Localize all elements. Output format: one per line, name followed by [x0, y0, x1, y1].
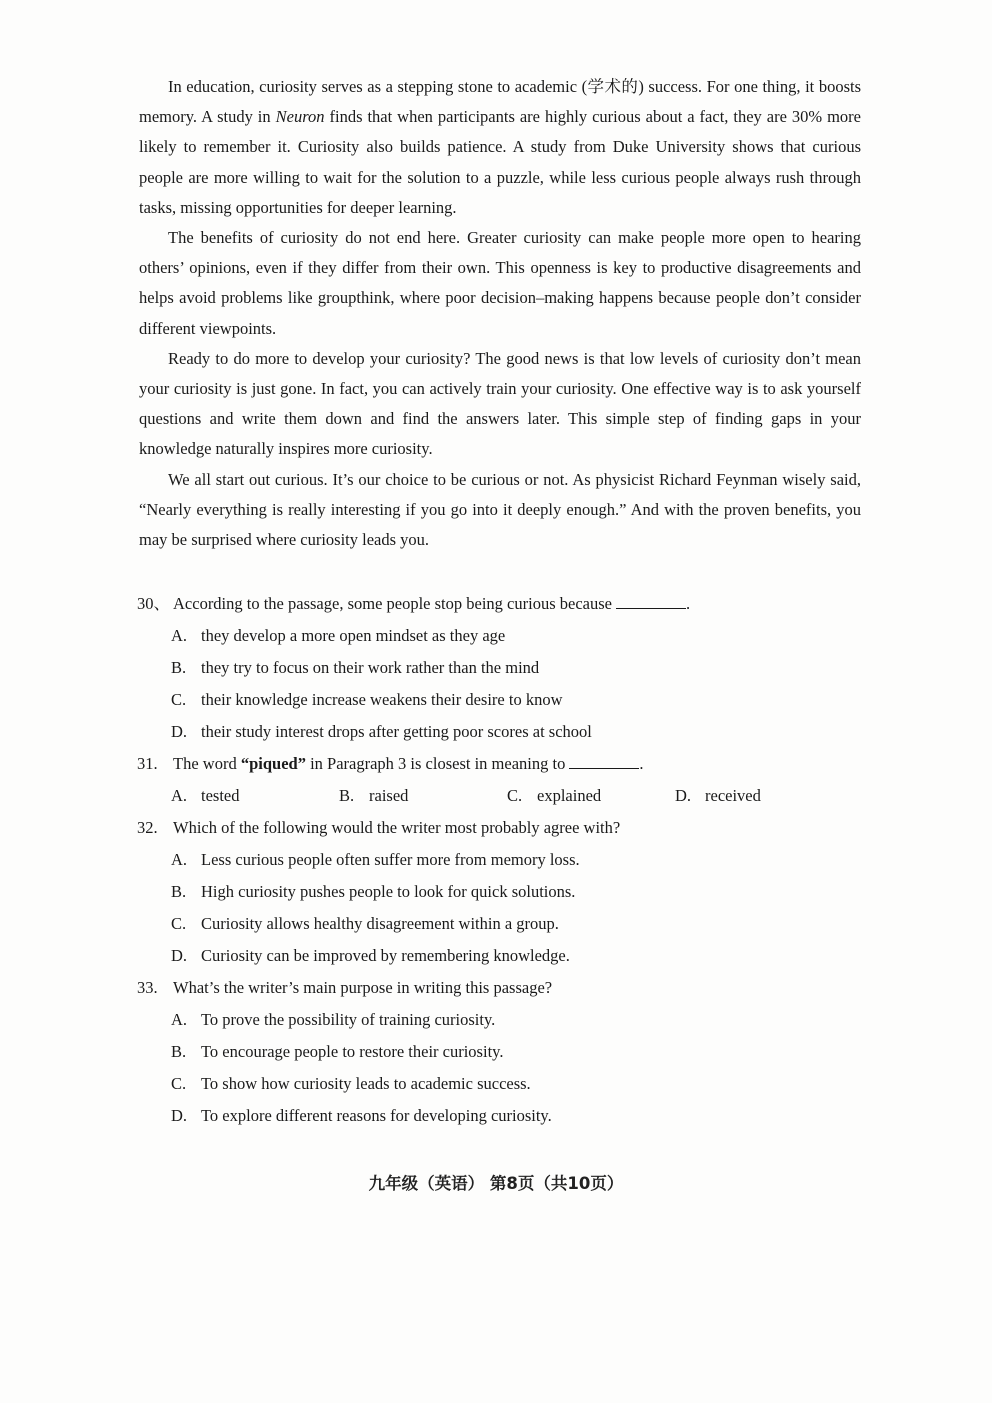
option-letter: D.: [171, 722, 188, 741]
option-a[interactable]: [137, 844, 837, 876]
paragraph-1-text-b: finds that when participants are highly curious about a fact, they are 30% more likely to remember it. Curiosity also builds patience. A study from Duke University shows that curious people are more willing to wait for the solution to a puzzle, while less curious people always rush through tasks, missing opportunities for deeper learning.: [139, 107, 861, 217]
question-number: 32.: [137, 818, 158, 837]
option-text: received: [705, 786, 761, 805]
option-text: To prove the possibility of training curiosity.: [201, 1010, 496, 1029]
option-text: To show how curiosity leads to academic success.: [201, 1074, 531, 1093]
paragraph-4: We all start out curious. It’s our choice to be curious or not. As physicist Richard Feynman wisely said, “Nearly everything is really interesting if you go into it deeply enough.” And with the proven benefits, you may be surprised where curiosity leads you.: [139, 469, 861, 550]
option-text: To encourage people to restore their curiosity.: [201, 1042, 504, 1061]
question-stem-rest: in Paragraph 3 is closest in meaning to: [305, 754, 566, 773]
option-letter: B.: [171, 1042, 187, 1061]
option-letter: B.: [171, 658, 187, 677]
reading-passage: [139, 72, 861, 555]
option-text: High curiosity pushes people to look for quick solutions.: [201, 882, 576, 901]
option-b[interactable]: [137, 652, 837, 684]
option-a[interactable]: [137, 620, 837, 652]
option-letter: C.: [507, 786, 523, 805]
option-d[interactable]: [137, 1100, 837, 1132]
question-end: .: [685, 594, 691, 613]
question-number: 31.: [137, 754, 158, 773]
answer-blank[interactable]: [569, 750, 639, 769]
option-text: they develop a more open mindset as they age: [201, 626, 506, 645]
paragraph-2: The benefits of curiosity do not end here. Greater curiosity can make people more open to hearing others’ opinions, even if they differ from their own. This openness is key to productive disagreements and helps avoid problems like groupthink, where poor decision–making happens because people don’t consider different viewpoints.: [139, 228, 861, 338]
paragraph-1: [139, 72, 861, 223]
option-letter: C.: [171, 690, 187, 709]
answer-blank[interactable]: [616, 590, 686, 609]
option-letter: B.: [171, 882, 187, 901]
question-stem: What’s the writer’s main purpose in writing this passage?: [173, 978, 553, 997]
option-letter: D.: [675, 786, 692, 805]
option-letter: D.: [171, 1106, 188, 1125]
option-a[interactable]: [137, 1004, 837, 1036]
option-d[interactable]: [137, 940, 837, 972]
paragraph-1-text-a: In education, curiosity serves as a stepping stone to academic (学术的) success. For one thing, it boosts memory. A study in: [139, 77, 861, 127]
question-33: [137, 972, 837, 1004]
option-c[interactable]: [137, 1068, 837, 1100]
option-letter: C.: [171, 914, 187, 933]
keyword: “piqued”: [240, 754, 306, 773]
option-a[interactable]: [171, 780, 339, 812]
option-c[interactable]: [507, 780, 675, 812]
question-32: [137, 812, 837, 844]
option-text: Less curious people often suffer more from memory loss.: [201, 850, 580, 869]
question-30: [137, 588, 837, 620]
option-letter: A.: [171, 786, 188, 805]
journal-name: Neuron: [275, 107, 325, 127]
option-letter: A.: [171, 850, 188, 869]
option-text: Curiosity can be improved by remembering knowledge.: [201, 946, 570, 965]
option-letter: C.: [171, 1074, 187, 1093]
option-text: they try to focus on their work rather than the mind: [201, 658, 540, 677]
option-letter: A.: [171, 626, 188, 645]
option-b[interactable]: [339, 780, 507, 812]
question-list: [137, 588, 837, 1132]
option-b[interactable]: [137, 1036, 837, 1068]
option-d[interactable]: [675, 780, 843, 812]
option-letter: A.: [171, 1010, 188, 1029]
option-text: raised: [369, 786, 409, 805]
option-d[interactable]: [137, 716, 837, 748]
option-row: [137, 780, 837, 812]
option-text: explained: [537, 786, 602, 805]
option-text: their knowledge increase weakens their desire to know: [201, 690, 563, 709]
question-stem: The word: [173, 754, 241, 773]
question-stem: Which of the following would the writer most probably agree with?: [173, 818, 621, 837]
option-c[interactable]: [137, 684, 837, 716]
question-31: [137, 748, 837, 780]
option-text: tested: [201, 786, 240, 805]
option-letter: D.: [171, 946, 188, 965]
option-text: To explore different reasons for developing curiosity.: [201, 1106, 552, 1125]
question-number: 30、: [137, 594, 170, 613]
option-c[interactable]: [137, 908, 837, 940]
question-stem: According to the passage, some people stop being curious because: [173, 594, 612, 613]
option-text: their study interest drops after getting poor scores at school: [201, 722, 592, 741]
page-footer: 九年级（英语） 第8页（共10页）: [368, 1174, 624, 1193]
option-letter: B.: [339, 786, 355, 805]
question-end: .: [639, 754, 644, 773]
question-number: 33.: [137, 978, 158, 997]
paragraph-3: Ready to do more to develop your curiosity? The good news is that low levels of curiosity don’t mean your curiosity is just gone. In fact, you can actively train your curiosity. One effective way is to ask yourself questions and write them down and find the answers later. This simple step of finding gaps in your knowledge naturally inspires more curiosity.: [139, 348, 861, 459]
option-text: Curiosity allows healthy disagreement within a group.: [201, 914, 559, 933]
option-b[interactable]: [137, 876, 837, 908]
